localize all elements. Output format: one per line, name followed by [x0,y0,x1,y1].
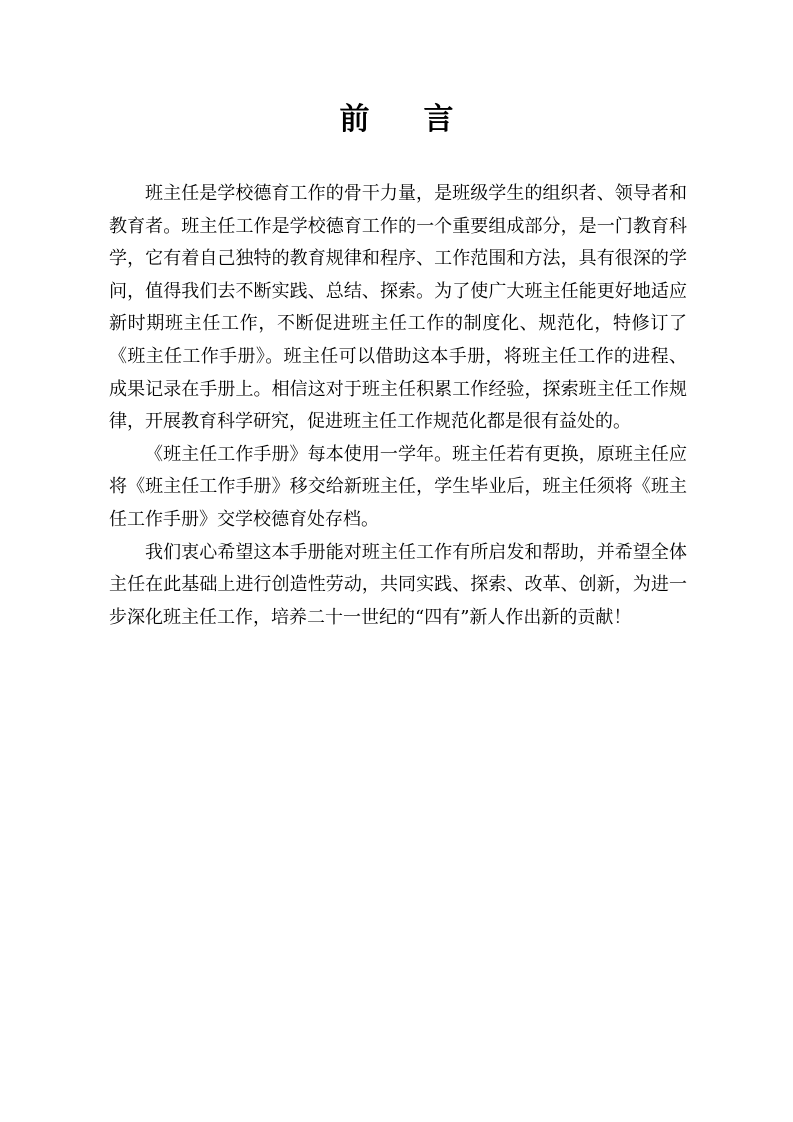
title-char-1: 前 [339,102,370,137]
paragraph-1: 班主任是学校德育工作的骨干力量，是班级学生的组织者、领导者和教育者。班主任工作是学校德育工作的一个重要组成部分，是一门教育科学，它有着自己独特的教育规律和程序、工作范围和方法，具有很深的学问，值得我们去不断实践、总结、探索。为了使广大班主任能更好地适应新时期班主任工作，不断促进班主任工作的制度化、规范化，特修订了《班主任工作手册》。班主任可以借助这本手册，将班主任工作的进程、成果记录在手册上。相信这对于班主任积累工作经验，探索班主任工作规律，开展教育科学研究，促进班主任工作规范化都是很有益处的。 [109,183,687,433]
paragraph-2: 《班主任工作手册》每本使用一学年。班主任若有更换，原班主任应将《班主任工作手册》移交给新班主任，学生毕业后，班主任须将《班主任工作手册》交学校德育处存档。 [109,443,687,530]
paragraph-3: 我们衷心希望这本手册能对班主任工作有所启发和帮助，并希望全体主任在此基础上进行创造性劳动，共同实践、探索、改革、创新，为进一步深化班主任工作，培养二十一世纪的“四有”新人作出新的贡献！ [109,541,687,628]
page-title [0,100,793,140]
preface-body [109,178,687,634]
title-char-2: 言 [423,102,454,137]
